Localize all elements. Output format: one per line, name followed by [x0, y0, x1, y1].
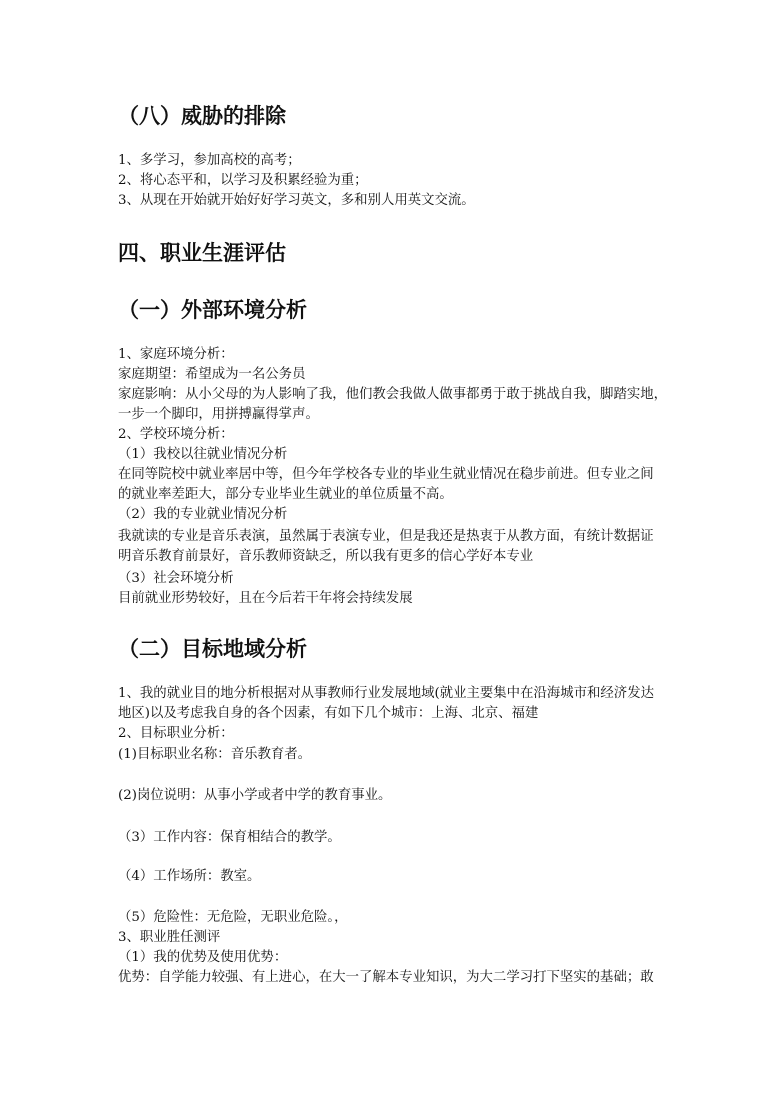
- paragraph-line: （1）我的优势及使用优势：: [118, 950, 288, 965]
- paragraph-line: （3）社会环境分析: [118, 571, 234, 586]
- paragraph-line: （1）我校以往就业情况分析: [118, 447, 288, 462]
- paragraph-line: 2、学校环境分析：: [118, 427, 234, 442]
- section-heading-external: （一）外部环境分析: [118, 298, 307, 322]
- paragraph-line: 家庭影响：从小父母的为人影响了我，他们教会我做人做事都勇于敢于挑战自我，脚踏实地，: [118, 387, 668, 402]
- paragraph-line: 优势：自学能力较强、有上进心，在大一了解本专业知识，为大二学习打下坚实的基础；敢: [118, 970, 654, 985]
- paragraph-line: 1、家庭环境分析：: [118, 347, 234, 362]
- paragraph-line: 2、目标职业分析：: [118, 726, 234, 741]
- paragraph-line: （4）工作场所：教室。: [118, 869, 261, 884]
- paragraph-line: 我就读的专业是音乐表演，虽然属于表演专业，但是我还是热衷于从教方面，有统计数据证: [118, 529, 654, 544]
- paragraph-line: 1、我的就业目的地分析根据对从事教师行业发展地域(就业主要集中在沿海城市和经济发达: [118, 686, 654, 701]
- paragraph-line: (2)岗位说明：从事小学或者中学的教育事业。: [118, 788, 392, 803]
- paragraph-line: 在同等院校中就业率居中等，但今年学校各专业的毕业生就业情况在稳步前进。但专业之间: [118, 467, 654, 482]
- list-item: 1、多学习，参加高校的高考；: [118, 153, 301, 168]
- list-item: 2、将心态平和，以学习及积累经验为重；: [118, 173, 368, 188]
- paragraph-line: 的就业率差距大，部分专业毕业生就业的单位质量不高。: [118, 487, 453, 502]
- chapter-heading-career-eval: 四、职业生涯评估: [118, 241, 286, 265]
- paragraph-line: 目前就业形势较好，且在今后若干年将会持续发展: [118, 591, 413, 606]
- paragraph-line: （5）危险性：无危险，无职业危险。，: [118, 910, 348, 925]
- paragraph-line: （2）我的专业就业情况分析: [118, 507, 288, 522]
- paragraph-line: 明音乐教育前景好，音乐教师资缺乏，所以我有更多的信心学好本专业: [118, 549, 534, 564]
- paragraph-line: 3、职业胜任测评: [118, 930, 221, 945]
- section-heading-threats: （八）威胁的排除: [118, 104, 286, 128]
- paragraph-line: 家庭期望：希望成为一名公务员: [118, 367, 306, 382]
- paragraph-line: 一步一个脚印，用拼搏赢得掌声。: [118, 407, 319, 422]
- paragraph-line: （3）工作内容：保育相结合的教学。: [118, 830, 341, 845]
- paragraph-line: 地区)以及考虑我自身的各个因素，有如下几个城市：上海、北京、福建: [118, 706, 539, 721]
- paragraph-line: (1)目标职业名称：音乐教育者。: [118, 747, 312, 762]
- list-item: 3、从现在开始就开始好好学习英文，多和别人用英文交流。: [118, 193, 475, 208]
- section-heading-target: （二）目标地域分析: [118, 637, 307, 661]
